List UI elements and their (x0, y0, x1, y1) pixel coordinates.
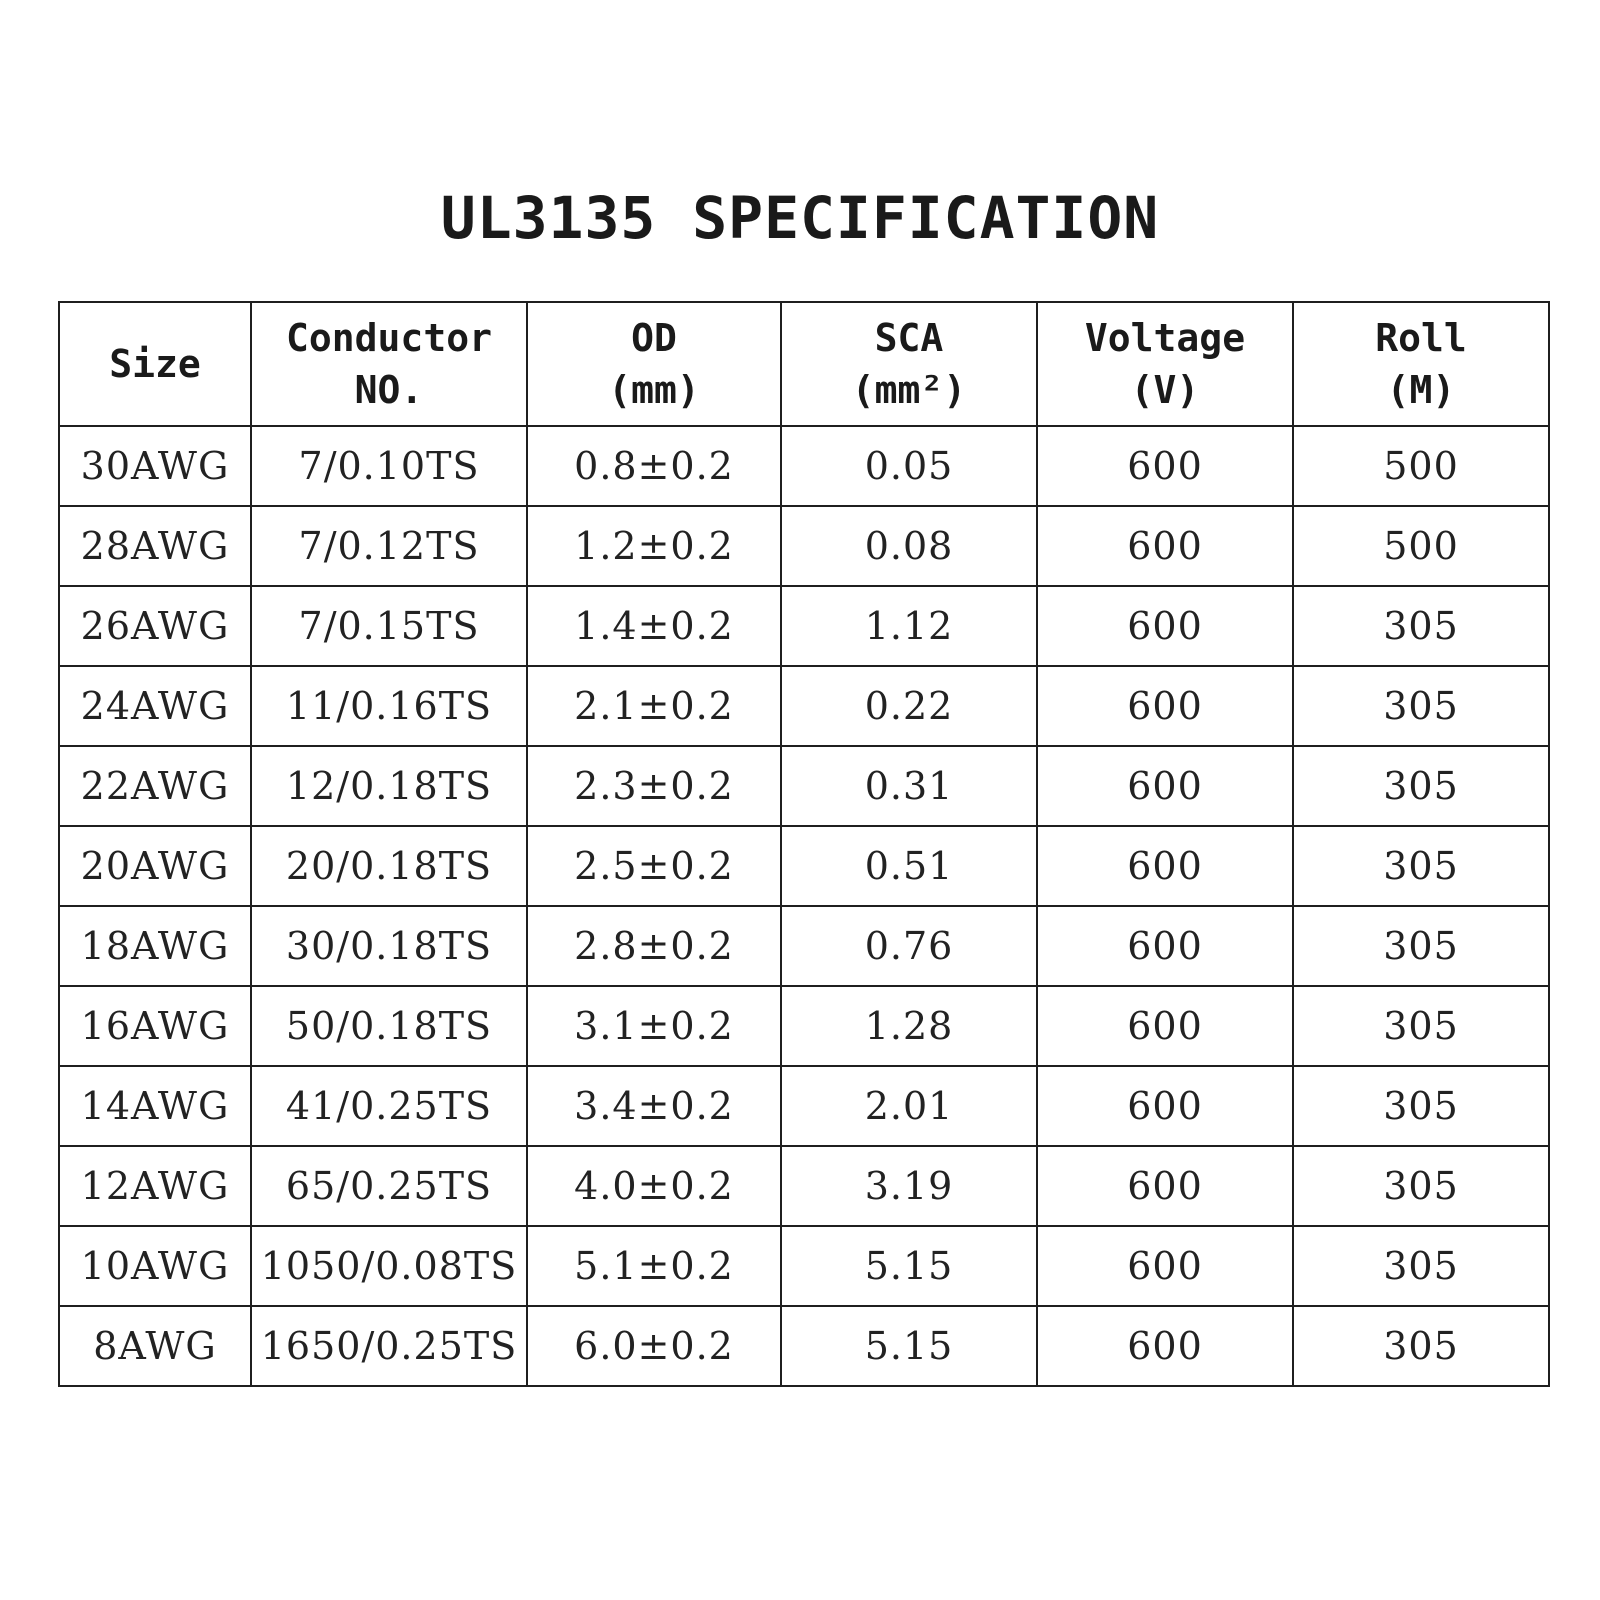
cell-roll: 305 (1293, 666, 1549, 746)
cell-voltage: 600 (1037, 1066, 1293, 1146)
cell-roll: 305 (1293, 986, 1549, 1066)
cell-roll: 305 (1293, 1066, 1549, 1146)
cell-voltage: 600 (1037, 666, 1293, 746)
cell-conductor: 7/0.15TS (251, 586, 527, 666)
cell-sca: 2.01 (781, 1066, 1037, 1146)
cell-od: 0.8±0.2 (527, 426, 781, 506)
table-body (59, 426, 1549, 1386)
cell-od: 2.8±0.2 (527, 906, 781, 986)
cell-size: 12AWG (59, 1146, 251, 1226)
header-sca (781, 302, 1037, 426)
header-sublabel: (mm²) (851, 368, 967, 412)
cell-sca: 0.22 (781, 666, 1037, 746)
cell-size: 24AWG (59, 666, 251, 746)
cell-sca: 0.76 (781, 906, 1037, 986)
cell-conductor: 7/0.10TS (251, 426, 527, 506)
cell-conductor: 7/0.12TS (251, 506, 527, 586)
cell-voltage: 600 (1037, 826, 1293, 906)
cell-roll: 500 (1293, 426, 1549, 506)
header-size (59, 302, 251, 426)
cell-size: 28AWG (59, 506, 251, 586)
header-label: Roll (1375, 316, 1467, 360)
cell-size: 8AWG (59, 1306, 251, 1386)
cell-voltage: 600 (1037, 586, 1293, 666)
table-row (59, 1306, 1549, 1386)
cell-od: 4.0±0.2 (527, 1146, 781, 1226)
cell-voltage: 600 (1037, 906, 1293, 986)
cell-sca: 0.08 (781, 506, 1037, 586)
cell-voltage: 600 (1037, 1306, 1293, 1386)
table-row (59, 666, 1549, 746)
cell-roll: 305 (1293, 1306, 1549, 1386)
cell-size: 10AWG (59, 1226, 251, 1306)
cell-size: 30AWG (59, 426, 251, 506)
header-sublabel: NO. (354, 368, 424, 412)
header-roll (1293, 302, 1549, 426)
cell-conductor: 1650/0.25TS (251, 1306, 527, 1386)
cell-od: 3.4±0.2 (527, 1066, 781, 1146)
specification-table (58, 301, 1550, 1387)
header-sublabel: (V) (1130, 368, 1200, 412)
cell-sca: 0.05 (781, 426, 1037, 506)
cell-voltage: 600 (1037, 1146, 1293, 1226)
cell-voltage: 600 (1037, 986, 1293, 1066)
page-title: UL3135 SPECIFICATION (440, 184, 1160, 252)
cell-voltage: 600 (1037, 426, 1293, 506)
table-row (59, 826, 1549, 906)
cell-od: 3.1±0.2 (527, 986, 781, 1066)
header-sublabel: (M) (1386, 368, 1456, 412)
header-label: OD (631, 316, 677, 360)
table-row (59, 906, 1549, 986)
table-row (59, 1066, 1549, 1146)
cell-sca: 1.12 (781, 586, 1037, 666)
cell-roll: 305 (1293, 586, 1549, 666)
cell-sca: 1.28 (781, 986, 1037, 1066)
cell-roll: 500 (1293, 506, 1549, 586)
table-row (59, 426, 1549, 506)
cell-conductor: 20/0.18TS (251, 826, 527, 906)
table-row (59, 1226, 1549, 1306)
cell-conductor: 12/0.18TS (251, 746, 527, 826)
cell-conductor: 50/0.18TS (251, 986, 527, 1066)
cell-sca: 3.19 (781, 1146, 1037, 1226)
cell-voltage: 600 (1037, 746, 1293, 826)
header-od (527, 302, 781, 426)
header-voltage (1037, 302, 1293, 426)
cell-size: 16AWG (59, 986, 251, 1066)
cell-conductor: 41/0.25TS (251, 1066, 527, 1146)
cell-od: 1.4±0.2 (527, 586, 781, 666)
cell-od: 2.3±0.2 (527, 746, 781, 826)
cell-od: 2.5±0.2 (527, 826, 781, 906)
cell-conductor: 30/0.18TS (251, 906, 527, 986)
cell-voltage: 600 (1037, 506, 1293, 586)
cell-roll: 305 (1293, 1146, 1549, 1226)
table-row (59, 506, 1549, 586)
cell-sca: 5.15 (781, 1226, 1037, 1306)
cell-conductor: 1050/0.08TS (251, 1226, 527, 1306)
header-row (59, 302, 1549, 426)
cell-voltage: 600 (1037, 1226, 1293, 1306)
cell-od: 6.0±0.2 (527, 1306, 781, 1386)
header-label: Conductor (286, 316, 492, 360)
cell-sca: 0.51 (781, 826, 1037, 906)
cell-sca: 0.31 (781, 746, 1037, 826)
cell-sca: 5.15 (781, 1306, 1037, 1386)
cell-od: 5.1±0.2 (527, 1226, 781, 1306)
cell-conductor: 65/0.25TS (251, 1146, 527, 1226)
cell-roll: 305 (1293, 826, 1549, 906)
header-label: Voltage (1084, 316, 1246, 360)
header-sublabel: (mm) (608, 368, 700, 412)
table-header (59, 302, 1549, 426)
table-row (59, 586, 1549, 666)
table-row (59, 1146, 1549, 1226)
cell-roll: 305 (1293, 746, 1549, 826)
table-row (59, 746, 1549, 826)
cell-size: 20AWG (59, 826, 251, 906)
cell-roll: 305 (1293, 1226, 1549, 1306)
cell-conductor: 11/0.16TS (251, 666, 527, 746)
cell-od: 1.2±0.2 (527, 506, 781, 586)
table-row (59, 986, 1549, 1066)
header-label: Size (109, 342, 201, 386)
cell-size: 14AWG (59, 1066, 251, 1146)
header-label: SCA (874, 316, 944, 360)
header-conductor (251, 302, 527, 426)
cell-size: 22AWG (59, 746, 251, 826)
cell-roll: 305 (1293, 906, 1549, 986)
cell-od: 2.1±0.2 (527, 666, 781, 746)
cell-size: 26AWG (59, 586, 251, 666)
cell-size: 18AWG (59, 906, 251, 986)
